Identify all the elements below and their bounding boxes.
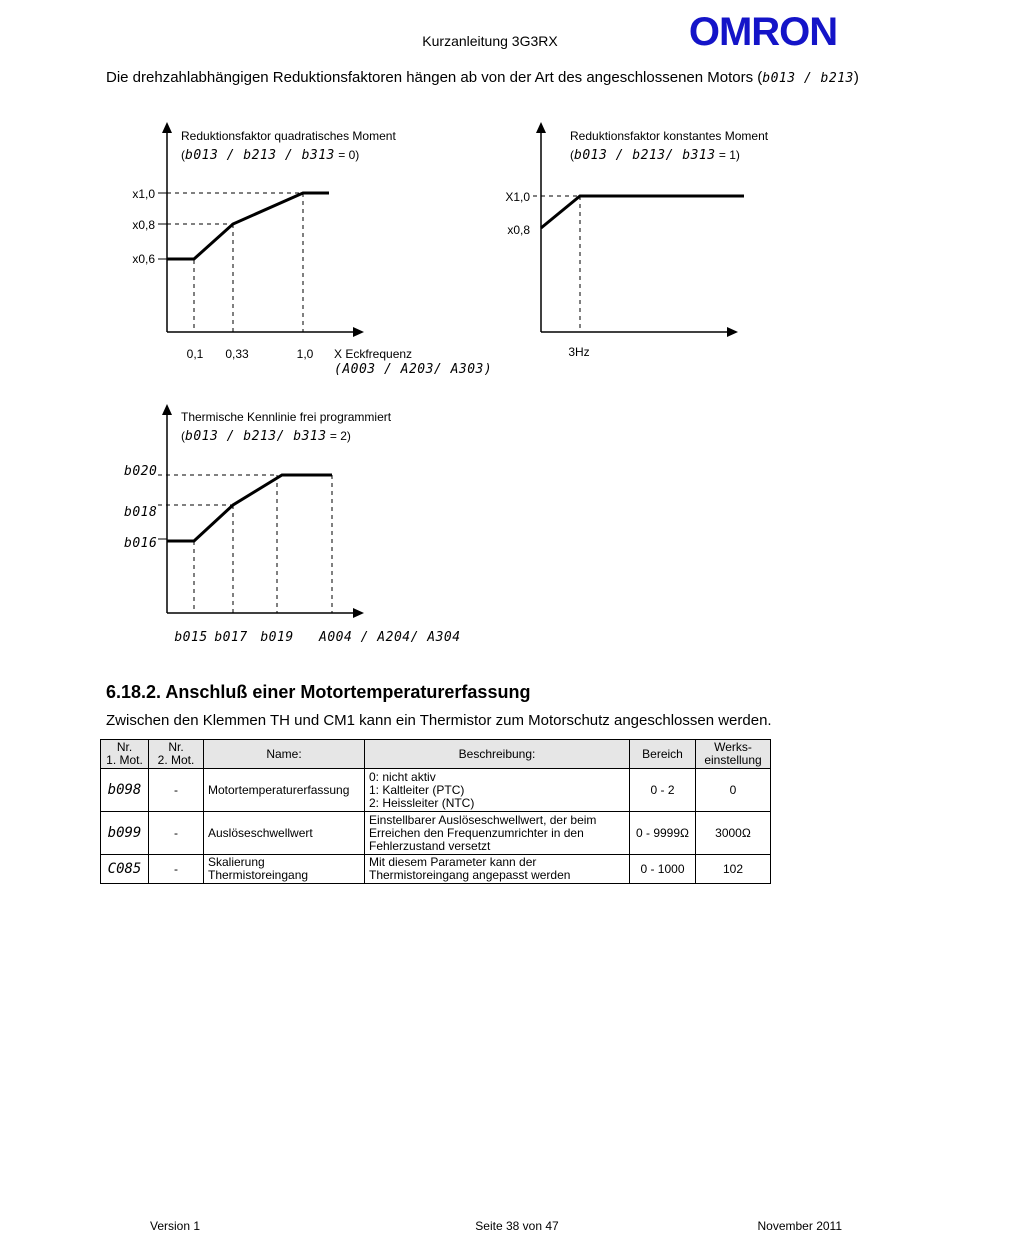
param-code-2: - [149,769,204,812]
param-name: Motortemperaturerfassung [204,769,365,812]
intro-text: Die drehzahlabhängigen Reduktionsfaktoren hängen ab von der Art des angeschlossenen Motors ( [106,69,763,86]
param-range: 0 - 2 [630,769,696,812]
y-tick-label: x0,6 [132,252,155,266]
param-default: 3000Ω [696,812,771,855]
x-tick-label: 0,1 [186,347,204,361]
x-tick-label: 1,0 [296,347,314,361]
footer-version: Version 1 [150,1219,201,1233]
chart-constant-torque [490,110,790,370]
y-axis-arrow [162,404,172,415]
table-row [101,769,771,812]
x-axis-label: X Eckfrequenz [334,347,413,361]
param-code-2: - [149,855,204,884]
header-beschreibung: Beschreibung: [365,740,630,769]
x-tick-label: b019 [260,630,294,645]
param-range: 0 - 9999Ω [630,812,696,855]
header-name: Name: [204,740,365,769]
x-axis-label-codes: (A003 / A203/ A303) [334,362,493,377]
y-tick-label: b016 [124,536,158,551]
param-code: C085 [101,855,149,884]
table-row [101,855,771,884]
guide-lines [158,475,332,613]
header-nr-1-mot: Nr. 1. Mot. [101,740,149,769]
chart-title: Reduktionsfaktor quadratisches Moment [181,129,396,143]
logo-text: OMRON [688,10,838,54]
param-default: 102 [696,855,771,884]
chart-subtitle: (b013 / b213/ b313 = 1) [570,148,740,163]
y-tick-label: X1,0 [505,190,530,204]
param-code-2: - [149,812,204,855]
table-row [101,812,771,855]
y-axis-arrow [162,122,172,133]
header-nr-2-mot: Nr. 2. Mot. [149,740,204,769]
reduction-curve-line [541,196,744,228]
param-default: 0 [696,769,771,812]
x-tick-label: b015 [174,630,208,645]
omron-logo [684,12,842,52]
param-description: Mit diesem Parameter kann der Thermistoreingang angepasst werden [365,855,630,884]
y-tick-label: b020 [124,464,158,479]
header-bereich: Bereich [630,740,696,769]
guide-lines [167,193,303,332]
param-range: 0 - 1000 [630,855,696,884]
param-code: b099 [101,812,149,855]
parameter-table [100,739,771,884]
y-tick-label: x0,8 [507,223,530,237]
x-axis-arrow [353,608,364,618]
param-description: 0: nicht aktiv 1: Kaltleiter (PTC) 2: Heissleiter (NTC) [365,769,630,812]
param-code: b098 [101,769,149,812]
document-title: Kurzanleitung 3G3RX [422,33,558,49]
y-tick-label: x0,8 [132,218,155,232]
x-axis-arrow [353,327,364,337]
y-axis-arrow [536,122,546,133]
footer-date: November 2011 [757,1219,842,1233]
header-werkseinstellung: Werks- einstellung [696,740,771,769]
y-tick-label: x1,0 [132,187,155,201]
x-tick-label: 0,33 [225,347,249,361]
chart-subtitle: (b013 / b213 / b313 = 0) [181,148,360,163]
x-axis-arrow [727,327,738,337]
chart-thermal-programmable [100,395,461,650]
reduction-curve-line [167,193,329,259]
param-name: Auslöseschwellwert [204,812,365,855]
footer-page-number: Seite 38 von 47 [475,1219,559,1233]
intro-paragraph [106,69,859,86]
section-text: Zwischen den Klemmen TH und CM1 kann ein Thermistor zum Motorschutz angeschlossen werden. [106,712,772,729]
x-tick-label: 3Hz [568,345,590,359]
x-tick-label: b017 [214,630,248,645]
param-name: Skalierung Thermistoreingang [204,855,365,884]
chart-title: Reduktionsfaktor konstantes Moment [570,129,769,143]
intro-suffix: ) [853,69,859,86]
section-heading: 6.18.2. Anschluß einer Motortemperaturerfassung [106,682,531,702]
chart-subtitle: (b013 / b213/ b313 = 2) [181,429,351,444]
table-header-row [101,740,771,769]
chart-title: Thermische Kennlinie frei programmiert [181,410,392,424]
intro-param-codes: b013 / b213 [762,71,854,86]
chart-quadratic-torque [0,110,493,390]
y-tick-label: b018 [124,505,158,520]
thermal-curve-line [167,475,332,541]
param-description: Einstellbarer Auslöseschwellwert, der beim Erreichen den Frequenzumrichter in den Fehlerzustand versetzt [365,812,630,855]
x-axis-end-label: A004 / A204/ A304 [319,630,461,645]
